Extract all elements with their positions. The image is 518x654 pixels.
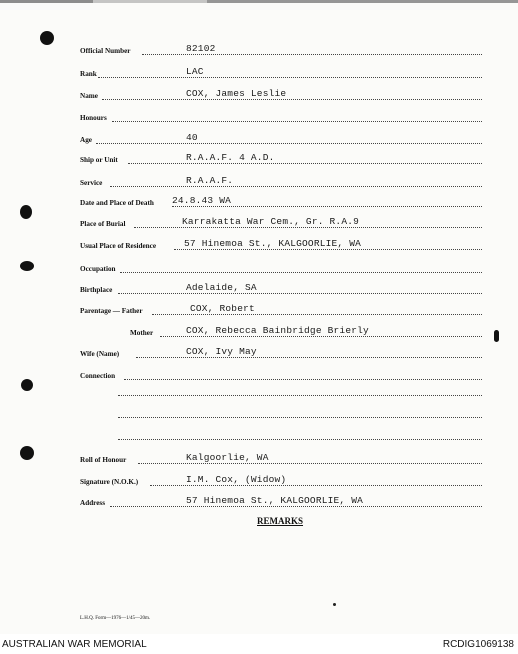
archive-footer [0,636,518,654]
value-mother: COX, Rebecca Bainbridge Brierly [186,325,369,336]
value-date-place-death: 24.8.43 WA [172,195,232,206]
value-address: 57 Hinemoa St., KALGOORLIE, WA [186,495,364,506]
row-honours [80,109,482,123]
value-ship-or-unit: R.A.A.F. 4 A.D. [186,152,275,163]
label-age: Age [80,136,92,144]
punch-hole [20,261,34,271]
value-name: COX, James Leslie [186,88,287,99]
value-wife: COX, Ivy May [186,346,257,357]
label-father: Parentage — Father [80,307,143,315]
label-honours: Honours [80,114,107,122]
value-rank: LAC [186,66,204,77]
value-age: 40 [186,132,198,143]
label-service: Service [80,179,103,187]
remarks-heading: REMARKS [257,516,304,526]
punch-hole [40,31,54,45]
label-official-number: Official Number [80,47,131,55]
row-name [80,87,482,101]
label-mother: Mother [130,329,154,337]
punch-hole [494,330,499,342]
row-occupation [80,260,482,274]
label-connection: Connection [80,372,116,380]
label-usual-residence: Usual Place of Residence [80,242,157,250]
value-usual-residence: 57 Hinemoa St., KALGOORLIE, WA [184,238,362,249]
footer-institution: AUSTRALIAN WAR MEMORIAL [2,639,147,650]
punch-hole [20,446,34,460]
row-wife [80,345,482,359]
value-service: R.A.A.F. [186,175,234,186]
row-mother [80,324,482,338]
row-place-of-burial [80,215,482,229]
ink-speck [333,603,336,606]
punch-hole [20,205,32,219]
row-official-number [80,42,482,56]
label-birthplace: Birthplace [80,286,113,294]
connection-line [118,439,482,440]
row-date-place-death [80,194,482,208]
row-age [80,131,482,145]
label-roll-of-honour: Roll of Honour [80,456,127,464]
label-signature-nok: Signature (N.O.K.) [80,478,139,486]
label-wife: Wife (Name) [80,350,120,358]
value-place-of-burial: Karrakatta War Cem., Gr. R.A.9 [182,216,360,227]
row-father [80,302,482,316]
row-ship-or-unit [80,151,482,165]
label-ship-or-unit: Ship or Unit [80,156,118,164]
row-rank [80,65,482,79]
row-birthplace [80,281,482,295]
row-roll-of-honour [80,451,482,465]
form-imprint: L.H.Q. Form—1976—1/45—20m. [80,616,151,621]
label-date-place-death: Date and Place of Death [80,199,154,207]
footer-record-id: RCDIG1069138 [442,639,514,650]
punch-hole [21,379,33,391]
row-usual-residence [80,237,482,251]
value-official-number: 82102 [186,43,216,54]
label-address: Address [80,499,106,507]
value-father: COX, Robert [190,303,255,314]
connection-line [118,417,482,418]
label-name: Name [80,92,98,100]
scan-edge [0,0,518,3]
value-birthplace: Adelaide, SA [186,282,257,293]
value-roll-of-honour: Kalgoorlie, WA [186,452,269,463]
label-rank: Rank [80,70,97,78]
value-signature-nok: I.M. Cox, (Widow) [186,474,287,485]
label-occupation: Occupation [80,265,116,273]
label-place-of-burial: Place of Burial [80,220,126,228]
row-signature-nok [80,473,482,487]
row-address [80,494,482,508]
row-connection [80,367,482,381]
row-service [80,174,482,188]
connection-line [118,395,482,396]
